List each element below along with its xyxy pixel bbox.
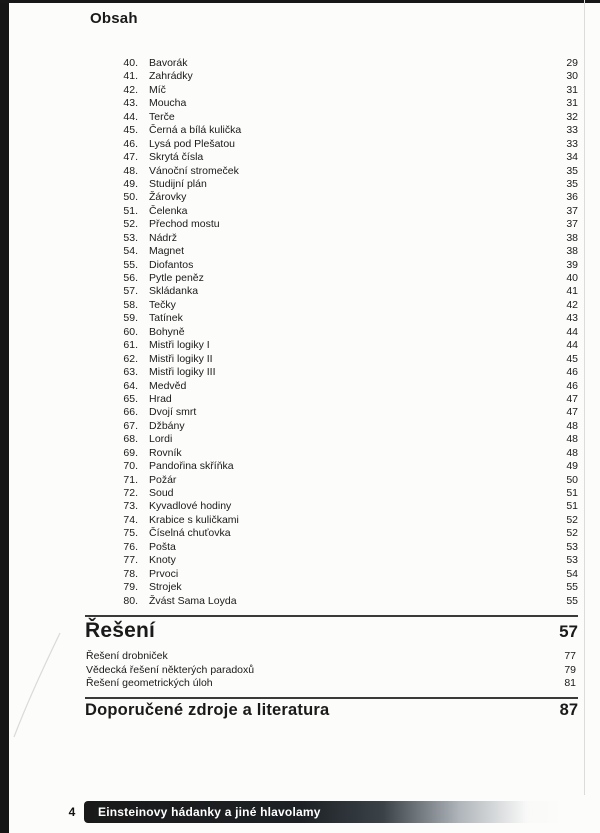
toc-row	[0, 245, 600, 258]
toc-row	[0, 514, 600, 527]
toc-entry-number: 67.	[123, 419, 138, 432]
toc-row	[0, 433, 600, 446]
toc-entry-number: 77.	[123, 554, 138, 567]
toc-entry-page: 34	[566, 151, 578, 164]
toc-entry-number: 54.	[123, 245, 138, 258]
toc-entry-title: Číselná chuťovka	[149, 527, 231, 540]
toc-entry-number: 45.	[123, 124, 138, 137]
toc-row	[0, 527, 600, 540]
toc-entry-page: 32	[566, 110, 578, 123]
toc-entry-page: 45	[566, 352, 578, 365]
section-solutions	[85, 619, 578, 643]
toc-entry-title: Tatínek	[149, 312, 183, 325]
toc-entry-page: 55	[566, 594, 578, 607]
toc-row	[0, 353, 600, 366]
toc-entry-page: 31	[566, 97, 578, 110]
solutions-sub-page: 77	[564, 650, 576, 662]
toc-entry-number: 49.	[123, 177, 138, 190]
footer-book-title: Einsteinovy hádanky a jiné hlavolamy	[98, 805, 321, 819]
toc-entry-page: 33	[566, 124, 578, 137]
solutions-sub-row	[86, 664, 576, 678]
toc-entry-number: 75.	[123, 527, 138, 540]
toc-row	[0, 299, 600, 312]
toc-entry-title: Zahrádky	[149, 70, 193, 83]
solutions-sub-page: 79	[564, 663, 576, 676]
toc-row	[0, 460, 600, 473]
toc-entry-page: 38	[566, 245, 578, 258]
toc-entry-page: 29	[566, 57, 578, 69]
toc-entry-number: 46.	[123, 137, 138, 150]
toc-entry-number: 41.	[123, 70, 138, 83]
toc-row	[0, 339, 600, 352]
toc-entry-page: 50	[566, 473, 578, 486]
toc-entry-title: Mistři logiky III	[149, 366, 216, 379]
toc-entry-page: 40	[566, 272, 578, 284]
toc-entry-number: 47.	[123, 151, 138, 164]
toc-entry-number: 61.	[123, 339, 138, 352]
toc-entry-title: Studijní plán	[149, 177, 207, 190]
toc-entry-page: 52	[566, 527, 578, 540]
toc-entry-page: 46	[566, 366, 578, 379]
solutions-sub-row	[86, 650, 576, 664]
toc-entry-page: 47	[566, 406, 578, 419]
toc-entry-page: 42	[566, 298, 578, 311]
toc-row	[0, 70, 600, 83]
section-divider	[85, 697, 578, 699]
section-sources	[85, 701, 578, 720]
toc-entry-number: 64.	[123, 379, 138, 392]
toc-entry-title: Strojek	[149, 581, 182, 594]
toc-entry-title: Požár	[149, 473, 177, 486]
toc-entry-number: 78.	[123, 567, 138, 580]
toc-entry-number: 48.	[123, 164, 138, 177]
toc-entry-title: Přechod mostu	[149, 218, 220, 231]
footer-book-title-bar	[84, 801, 566, 823]
toc-entry-number: 71.	[123, 473, 138, 486]
toc-row	[0, 285, 600, 298]
toc-entry-title: Knoty	[149, 554, 176, 567]
toc-row	[0, 151, 600, 164]
toc-row	[0, 568, 600, 581]
toc-row	[0, 366, 600, 379]
toc-entry-page: 53	[566, 540, 578, 553]
toc-entry-page: 48	[566, 419, 578, 432]
solutions-sub-title: Vědecká řešení některých paradoxů	[86, 663, 255, 676]
toc-entry-title: Hrad	[149, 392, 172, 405]
toc-row	[0, 581, 600, 594]
scan-curve-artifact	[8, 625, 98, 745]
toc-entry-page: 44	[566, 325, 578, 338]
toc-entry-title: Mistři logiky I	[149, 339, 210, 352]
toc-entry-page: 53	[566, 554, 578, 567]
toc-entry-number: 62.	[123, 352, 138, 365]
solutions-sub-list	[86, 650, 576, 691]
toc-entry-title: Mistři logiky II	[149, 352, 213, 365]
toc-entry-number: 72.	[123, 487, 138, 499]
toc-entry-page: 30	[566, 70, 578, 83]
toc-entry-title: Bohyně	[149, 325, 185, 338]
page-title: Obsah	[90, 10, 138, 27]
toc-entry-page: 48	[566, 433, 578, 446]
toc-entry-number: 50.	[123, 191, 138, 204]
toc-entry-number: 73.	[123, 500, 138, 513]
toc-entry-number: 68.	[123, 433, 138, 446]
toc-entry-title: Žárovky	[149, 191, 187, 204]
toc-entry-page: 51	[566, 487, 578, 499]
toc-row	[0, 420, 600, 433]
toc-entry-number: 40.	[123, 57, 138, 69]
toc-entry-title: Pandořina skříňka	[149, 460, 234, 473]
toc-entry-number: 52.	[123, 218, 138, 231]
toc-row	[0, 165, 600, 178]
solutions-sub-page: 81	[564, 677, 576, 689]
toc-entry-page: 49	[566, 460, 578, 473]
toc-entry-title: Rovník	[149, 446, 182, 459]
toc-entry-number: 59.	[123, 312, 138, 325]
section-divider	[85, 615, 578, 617]
toc-entry-page: 39	[566, 258, 578, 271]
toc-entry-page: 43	[566, 312, 578, 325]
toc-row	[0, 554, 600, 567]
section-sources-page: 87	[559, 701, 578, 719]
toc-row	[0, 259, 600, 272]
toc-entry-title: Soud	[149, 487, 174, 499]
toc-entry-title: Bavorák	[149, 57, 188, 69]
toc-entry-page: 38	[566, 231, 578, 244]
toc-row	[0, 487, 600, 500]
section-sources-title: Doporučené zdroje a literatura	[85, 701, 330, 719]
solutions-sub-title: Řešení geometrických úloh	[86, 677, 213, 689]
toc-entry-title: Pytle peněz	[149, 272, 204, 284]
toc-entry-title: Tečky	[149, 298, 176, 311]
toc-entry-page: 37	[566, 204, 578, 217]
section-solutions-page: 57	[559, 622, 578, 641]
toc-entry-title: Medvěd	[149, 379, 187, 392]
toc-entry-number: 44.	[123, 110, 138, 123]
toc-entry-number: 51.	[123, 204, 138, 217]
toc-entry-title: Míč	[149, 83, 166, 96]
toc-row	[0, 312, 600, 325]
toc-row	[0, 541, 600, 554]
toc-row	[0, 191, 600, 204]
toc-row	[0, 178, 600, 191]
toc-entry-title: Nádrž	[149, 231, 178, 244]
toc-entry-number: 42.	[123, 83, 138, 96]
section-solutions-title: Řešení	[85, 619, 156, 642]
toc-row	[0, 447, 600, 460]
toc-entry-page: 47	[566, 392, 578, 405]
toc-entry-number: 56.	[123, 272, 138, 284]
toc-entry-page: 54	[566, 567, 578, 580]
toc-entry-page: 52	[566, 513, 578, 526]
toc-entry-number: 63.	[123, 366, 138, 379]
toc-entry-page: 51	[566, 500, 578, 513]
toc-entry-page: 35	[566, 164, 578, 177]
toc-entry-title: Prvoci	[149, 567, 179, 580]
toc-entry-page: 48	[566, 446, 578, 459]
toc-entry-title: Skrytá čísla	[149, 151, 204, 164]
toc-entry-page: 35	[566, 177, 578, 190]
toc-row	[0, 97, 600, 110]
toc-entry-number: 66.	[123, 406, 138, 419]
toc-entry-number: 76.	[123, 540, 138, 553]
toc-entry-title: Černá a bílá kulička	[149, 124, 242, 137]
toc-entry-title: Terče	[149, 110, 175, 123]
toc-entry-title: Magnet	[149, 245, 185, 258]
toc-entry-title: Vánoční stromeček	[149, 164, 239, 177]
toc-entry-page: 44	[566, 339, 578, 352]
toc-entry-page: 46	[566, 379, 578, 392]
toc-entry-title: Skládanka	[149, 285, 199, 298]
toc-entry-number: 55.	[123, 258, 138, 271]
toc-entry-number: 69.	[123, 446, 138, 459]
toc-row	[0, 393, 600, 406]
toc-entry-title: Žvást Sama Loyda	[149, 594, 237, 607]
toc-entry-title: Džbány	[149, 419, 185, 432]
toc-entry-title: Lordi	[149, 433, 173, 446]
toc-entry-page: 37	[566, 218, 578, 231]
toc-entry-number: 70.	[123, 460, 138, 473]
toc-row	[0, 218, 600, 231]
toc-row	[0, 474, 600, 487]
toc-entry-number: 60.	[123, 325, 138, 338]
toc-row	[0, 57, 600, 70]
toc-entry-title: Dvojí smrt	[149, 406, 197, 419]
toc-row	[0, 138, 600, 151]
toc-entry-number: 79.	[123, 581, 138, 594]
toc-entry-title: Lysá pod Plešatou	[149, 137, 236, 150]
toc-entry-title: Čelenka	[149, 204, 188, 217]
toc-row	[0, 84, 600, 97]
toc-entry-title: Moucha	[149, 97, 187, 110]
toc-row	[0, 326, 600, 339]
toc-entry-page: 36	[566, 191, 578, 204]
toc-entry-title: Pošta	[149, 540, 176, 553]
footer-page-number: 4	[68, 805, 76, 819]
toc-row	[0, 124, 600, 137]
toc-entry-title: Krabice s kuličkami	[149, 513, 239, 526]
toc-row	[0, 111, 600, 124]
toc-list	[0, 57, 600, 608]
toc-entry-number: 65.	[123, 392, 138, 405]
toc-entry-number: 80.	[123, 594, 138, 607]
toc-entry-page: 33	[566, 137, 578, 150]
toc-row	[0, 232, 600, 245]
solutions-sub-row	[86, 677, 576, 691]
toc-row	[0, 595, 600, 608]
toc-entry-page: 55	[566, 581, 578, 594]
toc-entry-number: 53.	[123, 231, 138, 244]
toc-row	[0, 380, 600, 393]
toc-row	[0, 272, 600, 285]
toc-row	[0, 205, 600, 218]
toc-entry-number: 74.	[123, 513, 138, 526]
toc-entry-number: 58.	[123, 298, 138, 311]
toc-row	[0, 500, 600, 513]
toc-entry-page: 41	[566, 285, 578, 298]
toc-entry-title: Diofantos	[149, 258, 194, 271]
toc-entry-title: Kyvadlové hodiny	[149, 500, 232, 513]
toc-entry-number: 43.	[123, 97, 138, 110]
scan-top-edge	[0, 0, 600, 3]
toc-row	[0, 406, 600, 419]
toc-entry-page: 31	[566, 83, 578, 96]
toc-entry-number: 57.	[123, 285, 138, 298]
solutions-sub-title: Řešení drobniček	[86, 650, 168, 662]
